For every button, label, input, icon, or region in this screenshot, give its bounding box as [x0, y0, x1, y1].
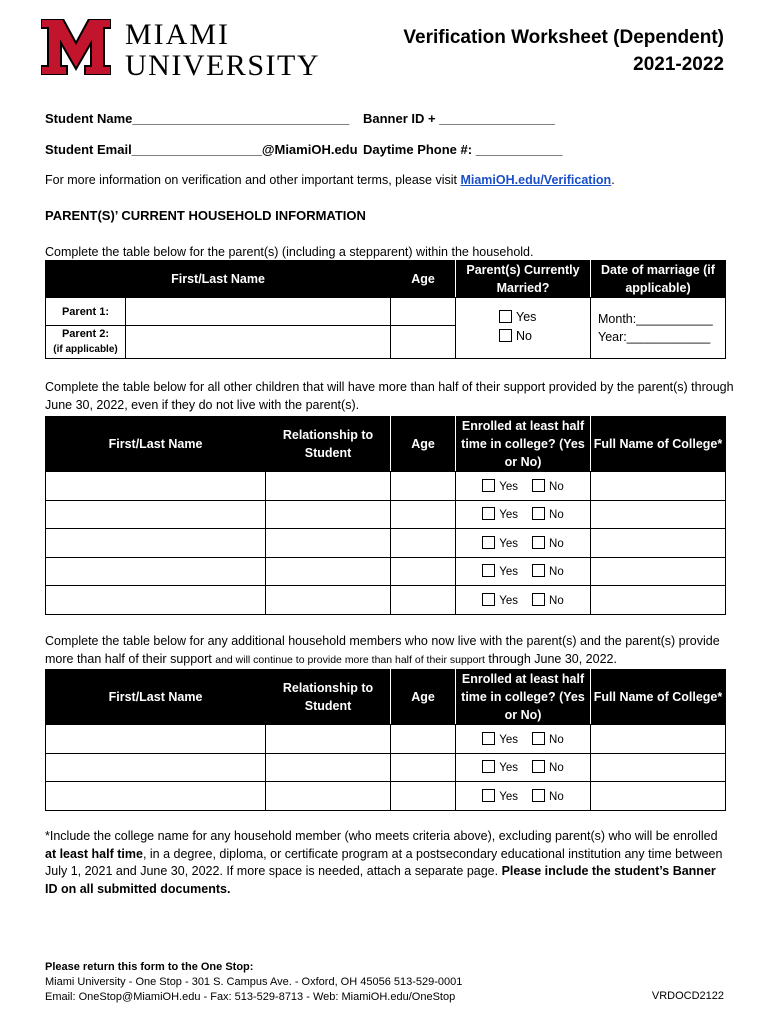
marriage-year-field[interactable]: Year:____________ [598, 330, 711, 344]
no-label: No [549, 594, 564, 607]
no-label: No [549, 762, 564, 775]
daytime-phone-field[interactable]: Daytime Phone #: ____________ [363, 142, 563, 157]
member-name-cell[interactable] [46, 753, 266, 782]
household-table [45, 669, 726, 811]
yes-label: Yes [499, 733, 519, 746]
no-label: No [549, 537, 564, 550]
table-row [46, 782, 726, 811]
child-enrolled-cell [456, 586, 591, 615]
logo-word-miami: MIAMI [125, 18, 230, 51]
no-label: No [549, 566, 564, 579]
yes-checkbox[interactable] [482, 789, 495, 802]
document-title [403, 24, 724, 78]
married-no-checkbox[interactable] [499, 329, 512, 342]
parent-2-sublabel: (if applicable) [53, 344, 118, 355]
header-age: Age [391, 670, 456, 725]
child-age-cell[interactable] [391, 500, 456, 529]
header-college-name: Full Name of College* [591, 670, 726, 725]
child-name-cell[interactable] [46, 586, 266, 615]
header-date-of-marriage: Date of marriage (if applicable) [591, 261, 726, 298]
member-relationship-cell[interactable] [266, 725, 391, 754]
married-no-option[interactable] [499, 327, 590, 346]
college-footnote [45, 828, 725, 898]
parent-1-label: Parent 1: [46, 298, 126, 326]
one-stop-address: Miami University - One Stop - 301 S. Campus Ave. - Oxford, OH 45056 513-529-0001 [45, 976, 463, 988]
header-enrolled-half-time: Enrolled at least half time in college? (Yes or No) [456, 417, 591, 472]
child-relationship-cell[interactable] [266, 586, 391, 615]
member-enrolled-cell [456, 725, 591, 754]
yes-label: Yes [516, 310, 537, 324]
parent-2-name-cell[interactable] [126, 326, 391, 359]
marriage-date-cell [591, 298, 726, 359]
parent-1-name-cell[interactable] [126, 298, 391, 326]
child-relationship-cell[interactable] [266, 500, 391, 529]
member-college-cell[interactable] [591, 753, 726, 782]
table-row [46, 753, 726, 782]
married-yes-option[interactable] [499, 308, 590, 327]
parents-table [45, 260, 726, 359]
member-enrolled-cell [456, 753, 591, 782]
logo-word-university: UNIVERSITY [125, 49, 320, 82]
yes-label: Yes [499, 537, 519, 550]
parent-2-age-cell[interactable] [391, 326, 456, 359]
table-row [46, 500, 726, 529]
household-desc-main: Complete the table below for any additional household members who now live with the parent(s) and the parent(s) provide more than half of their support [45, 634, 720, 666]
table-row [46, 725, 726, 754]
no-checkbox[interactable] [532, 789, 545, 802]
child-enrolled-cell [456, 557, 591, 586]
intro-period: . [611, 173, 615, 187]
yes-label: Yes [499, 762, 519, 775]
no-checkbox[interactable] [532, 760, 545, 773]
header-first-last-name: First/Last Name [46, 670, 266, 725]
one-stop-contact: Email: OneStop@MiamiOH.edu - Fax: 513-529-8713 - Web: MiamiOH.edu/OneStop [45, 991, 456, 1003]
miami-m-logo-icon [41, 19, 111, 80]
parents-table-description: Complete the table below for the parent(s) (including a stepparent) within the household. [45, 245, 534, 259]
yes-label: Yes [499, 594, 519, 607]
no-label: No [549, 733, 564, 746]
child-name-cell[interactable] [46, 557, 266, 586]
no-label: No [516, 329, 532, 343]
section-heading: PARENT(S)’ CURRENT HOUSEHOLD INFORMATION [45, 208, 366, 223]
yes-checkbox[interactable] [482, 593, 495, 606]
return-instructions: Please return this form to the One Stop: [45, 961, 254, 973]
no-checkbox[interactable] [532, 536, 545, 549]
yes-checkbox[interactable] [482, 536, 495, 549]
header-first-last-name: First/Last Name [46, 261, 391, 298]
header-currently-married: Parent(s) Currently Married? [456, 261, 591, 298]
header-enrolled-half-time: Enrolled at least half time in college? (Yes or No) [456, 670, 591, 725]
child-enrolled-cell [456, 529, 591, 558]
header-college-name: Full Name of College* [591, 417, 726, 472]
child-age-cell[interactable] [391, 586, 456, 615]
member-college-cell[interactable] [591, 782, 726, 811]
yes-label: Yes [499, 480, 519, 493]
intro-text [45, 173, 615, 187]
no-label: No [549, 790, 564, 803]
table-row [46, 557, 726, 586]
verification-link[interactable]: MiamiOH.edu/Verification [460, 173, 612, 187]
child-name-cell[interactable] [46, 529, 266, 558]
child-college-cell[interactable] [591, 529, 726, 558]
note-text-2: , in a degree, diploma, or certificate program at a postsecondary educational institution any time between July 1, 2021 and June 30, 2022. If more space is needed, attach a separate page. [45, 846, 723, 878]
header-age: Age [391, 417, 456, 472]
member-name-cell[interactable] [46, 725, 266, 754]
yes-label: Yes [499, 566, 519, 579]
title-line: Verification Worksheet (Dependent) [403, 27, 724, 48]
child-enrolled-cell [456, 500, 591, 529]
child-relationship-cell[interactable] [266, 529, 391, 558]
parent-1-age-cell[interactable] [391, 298, 456, 326]
member-age-cell[interactable] [391, 753, 456, 782]
form-code: VRDOCD2122 [651, 990, 724, 1002]
children-table [45, 416, 726, 615]
marriage-month-field[interactable]: Month:___________ [598, 312, 713, 326]
child-college-cell[interactable] [591, 557, 726, 586]
member-age-cell[interactable] [391, 725, 456, 754]
yes-label: Yes [499, 509, 519, 522]
note-text-1: *Include the college name for any household member (who meets criteria above), excluding parent(s) who will be enrolled [45, 829, 718, 843]
child-age-cell[interactable] [391, 529, 456, 558]
child-name-cell[interactable] [46, 500, 266, 529]
header-relationship: Relationship to Student [266, 417, 391, 472]
child-age-cell[interactable] [391, 472, 456, 501]
table-row [46, 472, 726, 501]
note-bold-half-time: at least half time [45, 846, 143, 861]
member-college-cell[interactable] [591, 725, 726, 754]
no-checkbox[interactable] [532, 732, 545, 745]
married-options [456, 298, 591, 359]
household-table-description [45, 632, 735, 669]
child-name-cell[interactable] [46, 472, 266, 501]
header-first-last-name: First/Last Name [46, 417, 266, 472]
note-bold-banner-id: Please include the student’s Banner ID on all submitted documents. [45, 864, 716, 896]
table-row [46, 529, 726, 558]
parent-2-label-cell [46, 326, 126, 359]
yes-checkbox[interactable] [482, 760, 495, 773]
yes-checkbox[interactable] [482, 507, 495, 520]
child-relationship-cell[interactable] [266, 472, 391, 501]
table-row [46, 586, 726, 615]
member-relationship-cell[interactable] [266, 782, 391, 811]
no-label: No [549, 480, 564, 493]
child-college-cell[interactable] [591, 500, 726, 529]
header-age: Age [391, 261, 456, 298]
child-college-cell[interactable] [591, 472, 726, 501]
no-checkbox[interactable] [532, 507, 545, 520]
member-relationship-cell[interactable] [266, 753, 391, 782]
student-email-field[interactable]: Student Email__________________@MiamiOH.edu [45, 142, 358, 157]
university-wordmark [125, 20, 320, 81]
child-age-cell[interactable] [391, 557, 456, 586]
yes-checkbox[interactable] [482, 479, 495, 492]
household-desc-small: and will continue to provide more than half of their support [215, 654, 485, 666]
member-age-cell[interactable] [391, 782, 456, 811]
children-table-description: Complete the table below for all other children that will have more than half of their support provided by the parent(s) through June 30, 2022, even if they do not live with the parent(s). [45, 380, 734, 412]
no-checkbox[interactable] [532, 564, 545, 577]
intro-sentence: For more information on verification and other important terms, please visit [45, 173, 461, 187]
no-label: No [549, 509, 564, 522]
parent-2-label: Parent 2: [61, 328, 110, 340]
married-yes-checkbox[interactable] [499, 310, 512, 323]
child-enrolled-cell [456, 472, 591, 501]
child-college-cell[interactable] [591, 586, 726, 615]
member-enrolled-cell [456, 782, 591, 811]
footer [45, 960, 462, 1005]
student-name-field[interactable]: Student Name______________________________ [45, 111, 350, 126]
banner-id-field[interactable]: Banner ID + ________________ [363, 111, 555, 126]
no-checkbox[interactable] [532, 479, 545, 492]
child-relationship-cell[interactable] [266, 557, 391, 586]
household-desc-end: through June 30, 2022. [484, 652, 617, 666]
member-name-cell[interactable] [46, 782, 266, 811]
yes-checkbox[interactable] [482, 564, 495, 577]
no-checkbox[interactable] [532, 593, 545, 606]
yes-label: Yes [499, 790, 519, 803]
header-relationship: Relationship to Student [266, 670, 391, 725]
award-year: 2021-2022 [633, 54, 724, 75]
yes-checkbox[interactable] [482, 732, 495, 745]
